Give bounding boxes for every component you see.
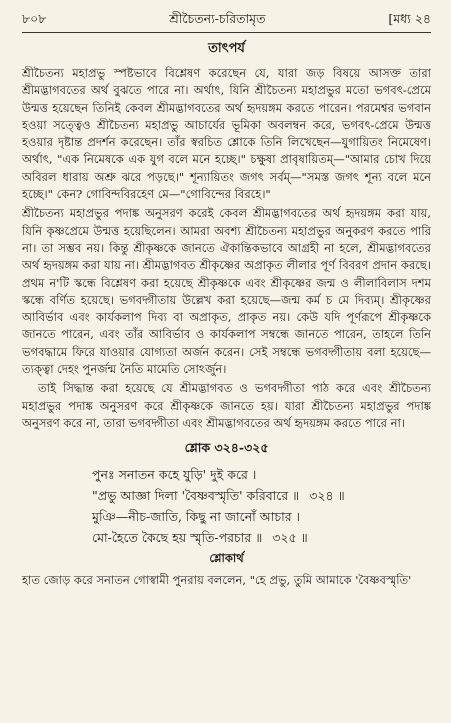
verse-line-3 [92,506,431,527]
page-header [22,12,431,30]
purport-paragraph-3: তাই সিদ্ধান্ত করা হয়েছে যে শ্রীমদ্ভাগবত ও ভগবদ্গীতা পাঠ করে এবং শ্রীচৈতন্য মহাপ্রভুর পদাঙ্ক অনুসরণ করে শ্রীকৃষ্ণকে জানতে হয়। যারা শ্রীচৈতন্য মহাপ্রভুর পদাঙ্ক অনুসরণ করে না, তারা ভগবদ্গীতা এবং শ্রীমদ্ভাগবতের অর্থ হৃদয়ঙ্গম করতে পারে না। [22,381,431,430]
book-title: শ্রীচৈতন্য-চরিতামৃত [169,11,266,26]
verse-text: মো-হৈতে কৈছে হয় স্মৃতি-পরচার ॥ [92,530,263,546]
verse-number: ৩২৫ ॥ [272,530,308,546]
verse-text: মুঞি—নীচ-জাতি, কিছু না জানোঁ আচার । [92,509,301,525]
verse-line-2 [92,485,431,506]
translation-text: হাত জোড় করে সনাতন গোস্বামী পুনরায় বললেন, "হে প্রভু, তুমি আমাকে 'বৈষ্ণবস্মৃতি' [22,573,412,588]
page-number: ৮০৮ [22,11,47,26]
purport-paragraph-1: শ্রীচৈতন্য মহাপ্রভু স্পষ্টভাবে বিশ্লেষণ করেছেন যে, যারা জড় বিষয়ে আসক্ত তারা শ্রীমদ্ভাগবতের অর্থ বুঝতে পারে না। অর্থাৎ, যিনি শ্রীচৈতন্য মহাপ্রভুর মতো ভগবৎ-প্রেমে উন্মত্ত হয়েছেন তিনিই কেবল শ্রীমদ্ভাগবতের অর্থ হৃদয়ঙ্গম করতে পারেন। পরমেশ্বর ভগবান হওয়া সত্ত্বেও শ্রীচৈতন্য মহাপ্রভু আচার্যের ভূমিকা অবলম্বন করে, ভগবৎ-প্রেমে উন্মত্ত হওয়ার দৃষ্টান্ত প্রদর্শন করেছেন। তাঁর স্বরচিত শ্লোকে তিনি লিখেছেন—যুগায়িতং নিমেষেণ। অর্থাৎ, "এক নিমেষকে এক যুগ বলে মনে হচ্ছে।" চক্ষুষা প্রাবৃষায়িতম্—"আমার চোখ দিয়ে অবিরল ধারায় অশ্রু ঝরে পড়ছে।" শূন্যায়িতং জগৎ সর্বম্—"সমস্ত জগৎ শূন্য বলে মনে হচ্ছে।" কেন? গোবিন্দবিরহেণ মে—"গোবিন্দের বিরহে।" [22,66,431,202]
shloka-heading: শ্লোক ৩২৪-৩২৫ [184,440,269,456]
header-rule [22,32,431,33]
purport-paragraph-2: শ্রীচৈতন্য মহাপ্রভুর পদাঙ্ক অনুসরণ করেই কেবল শ্রীমদ্ভাগবতের অর্থ হৃদয়ঙ্গম করা যায়, যিনি কৃষ্ণপ্রেমে উন্মত্ত হয়েছিলেন। আমরা অবশ্য শ্রীচৈতন্য মহাপ্রভুর অনুকরণ করতে পারি না। তা সম্ভব নয়। কিন্তু শ্রীকৃষ্ণকে জানতে ঐকান্তিকভাবে আগ্রহী না হলে, শ্রীমদ্ভাগবতের অর্থ হৃদয়ঙ্গম করা যায় না। শ্রীমদ্ভাগবত শ্রীকৃষ্ণের অপ্রাকৃত লীলার পূর্ণ বিবরণ প্রদান করছে। প্রথম ন'টি স্কন্ধে বিশ্লেষণ করা হয়েছে শ্রীকৃষ্ণকে এবং শ্রীকৃষ্ণের জন্ম ও লীলাবিলাস দশম স্কন্ধে বর্ণিত হয়েছে। ভগবদ্গীতায় উল্লেখ করা হয়েছে—জন্ম কর্ম চ মে দিব্যম্। শ্রীকৃষ্ণের আবির্ভাব এবং কার্যকলাপ দিব্য বা অপ্রাকৃত, প্রাকৃত নয়। কেউ যদি পূর্ণরূপে শ্রীকৃষ্ণকে জানতে পারেন, এবং তাঁর আবির্ভাব ও কার্যকলাপ সম্বন্ধে জানতে পারেন, তাহলে তিনি ভগবদ্ধামে ফিরে যাওয়ার যোগ্যতা অর্জন করেন। সেই সম্বন্ধে ভগবদ্গীতায় বলা হয়েছে—ত্যক্ত্বা দেহং পুনর্জন্ম নৈতি মামেতি সোঽর্জুন। [22,206,431,377]
verse-text: "প্রভু আজ্ঞা দিলা 'বৈষ্ণবস্মৃতি' করিবারে ॥ [92,488,300,504]
verse-text: পুনঃ সনাতন কহে যুড়ি' দুই করে । [92,467,257,483]
verse-number: ৩২৪ ॥ [309,488,345,504]
chapter-label: [মধ্য ২৪ [388,11,431,26]
purport-heading: তাৎপর্য [208,41,245,56]
verse-line-4 [92,527,431,548]
translation-heading: শ্লোকার্থ [209,551,244,566]
verse-line-1 [92,464,431,485]
